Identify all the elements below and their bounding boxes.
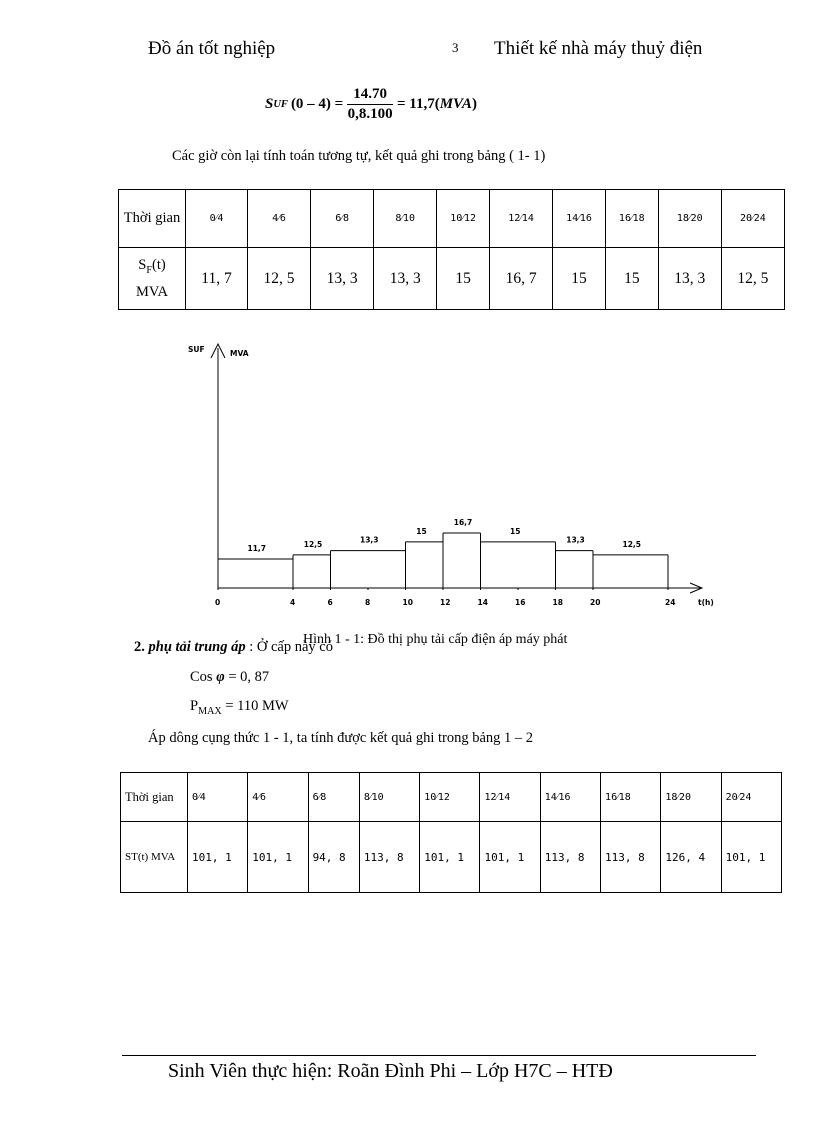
phi-symbol: φ bbox=[216, 669, 225, 685]
footer-text: Sinh Viên thực hiện: Roãn Đình Phi – Lớp H7C – HTĐ bbox=[168, 1060, 613, 1082]
table-1-period-4: 10⁄12 bbox=[437, 190, 490, 248]
table-2-value-9: 101, 1 bbox=[721, 822, 781, 893]
apply-text: Áp dông cụng thức 1 - 1, ta tính được kết quả ghi trong bảng 1 – 2 bbox=[148, 730, 534, 746]
section-2-rest: : Ở cấp này có bbox=[249, 639, 333, 655]
pmax-sub: MAX bbox=[198, 705, 222, 717]
table-1-period-5: 12⁄14 bbox=[490, 190, 553, 248]
formula-lhs-sub: UF bbox=[273, 99, 288, 110]
table-1-period-0: 0⁄4 bbox=[186, 190, 248, 248]
step-label: 11,7 bbox=[247, 544, 267, 553]
table-2-period-4: 10⁄12 bbox=[420, 773, 480, 822]
table-1-row-label-time: Thời gian bbox=[119, 190, 186, 248]
x-tick-label: 0 bbox=[215, 598, 221, 607]
table-2-period-6: 14⁄16 bbox=[540, 773, 600, 822]
step-label: 16,7 bbox=[453, 518, 473, 527]
step-label: 13,3 bbox=[566, 535, 585, 545]
table-2-period-5: 12⁄14 bbox=[480, 773, 540, 822]
table-2-value-3: 113, 8 bbox=[359, 822, 419, 893]
table-1-value-4: 15 bbox=[437, 248, 490, 310]
y-axis-unit: MVA bbox=[230, 349, 249, 358]
header-left-title: Đồ án tốt nghiệp bbox=[148, 38, 276, 59]
x-tick-label: 20 bbox=[590, 598, 601, 607]
table-2-value-1: 101, 1 bbox=[248, 822, 308, 893]
x-tick-label: 14 bbox=[477, 598, 488, 607]
x-tick-label: 4 bbox=[290, 598, 296, 607]
step-label: 12,5 bbox=[303, 539, 323, 549]
step-label: 13,3 bbox=[360, 535, 379, 545]
formula bbox=[265, 86, 477, 123]
table-1-value-8: 13, 3 bbox=[658, 248, 721, 310]
table-2-value-5: 101, 1 bbox=[480, 822, 540, 893]
table-1-value-7: 15 bbox=[605, 248, 658, 310]
table-2-period-0: 0⁄4 bbox=[188, 773, 248, 822]
table-1-period-9: 20⁄24 bbox=[721, 190, 784, 248]
table-1-period-7: 16⁄18 bbox=[605, 190, 658, 248]
intro-text: Các giờ còn lại tính toán tương tự, kết quả ghi trong bảng ( 1- 1) bbox=[172, 148, 546, 164]
pmax-value: = 110 MW bbox=[225, 698, 289, 714]
table-2-period-8: 18⁄20 bbox=[661, 773, 721, 822]
formula-rhs-close: ) bbox=[471, 96, 477, 112]
sf-label-sub: F bbox=[146, 264, 153, 276]
section-2-title: phụ tải trung áp bbox=[148, 639, 246, 655]
table-2-period-9: 20⁄24 bbox=[721, 773, 781, 822]
formula-rhs-unit: MVA bbox=[439, 96, 472, 112]
table-1-period-2: 6⁄8 bbox=[311, 190, 374, 248]
x-tick-label: 10 bbox=[402, 598, 413, 607]
table-1-row-values bbox=[119, 248, 785, 310]
header-right-title: Thiết kế nhà máy thuỷ điện bbox=[494, 38, 703, 59]
x-tick-label: 24 bbox=[665, 598, 676, 607]
step-label: 15 bbox=[416, 526, 427, 536]
sf-label-main: S bbox=[138, 256, 147, 273]
formula-rhs: = 11,7( bbox=[396, 96, 440, 112]
table-1-period-6: 14⁄16 bbox=[553, 190, 606, 248]
table-2-row-label-time: Thời gian bbox=[121, 773, 188, 822]
table-2-row-time bbox=[121, 773, 782, 822]
table-2-value-6: 113, 8 bbox=[540, 822, 600, 893]
pmax-line bbox=[190, 698, 289, 717]
x-tick-label: 8 bbox=[365, 598, 371, 607]
formula-lhs-symbol: S bbox=[265, 96, 274, 112]
step-label: 15 bbox=[510, 526, 521, 536]
section-2-heading bbox=[134, 639, 333, 656]
table-2-value-0: 101, 1 bbox=[188, 822, 248, 893]
table-2-value-4: 101, 1 bbox=[420, 822, 480, 893]
page-number: 3 bbox=[452, 40, 459, 55]
formula-fraction bbox=[347, 86, 393, 123]
table-2-value-8: 126, 4 bbox=[661, 822, 721, 893]
table-2 bbox=[120, 772, 782, 893]
formula-denominator: 0,8.100 bbox=[347, 106, 393, 122]
table-1-value-5: 16, 7 bbox=[490, 248, 553, 310]
cos-phi-line bbox=[190, 669, 269, 686]
formula-numerator: 14.70 bbox=[347, 86, 393, 105]
table-2-value-2: 94, 8 bbox=[308, 822, 359, 893]
table-1-value-0: 11, 7 bbox=[186, 248, 248, 310]
x-tick-label: 12 bbox=[440, 598, 451, 607]
load-chart bbox=[0, 330, 816, 630]
table-2-value-7: 113, 8 bbox=[601, 822, 661, 893]
table-1-value-3: 13, 3 bbox=[374, 248, 437, 310]
table-1-period-1: 4⁄6 bbox=[247, 190, 310, 248]
cos-value: = 0, 87 bbox=[228, 669, 270, 685]
sf-label-rest: (t) bbox=[152, 256, 166, 273]
table-2-period-3: 8⁄10 bbox=[359, 773, 419, 822]
sf-label-unit: MVA bbox=[136, 284, 168, 301]
cos-label: Cos bbox=[190, 669, 213, 685]
table-2-period-2: 6⁄8 bbox=[308, 773, 359, 822]
x-tick-label: 18 bbox=[552, 598, 563, 607]
y-axis-label: SUF bbox=[188, 345, 205, 354]
table-1-value-6: 15 bbox=[553, 248, 606, 310]
table-2-row-label-st: ST(t) MVA bbox=[121, 822, 188, 893]
table-1-period-3: 8⁄10 bbox=[374, 190, 437, 248]
pmax-label: P bbox=[190, 698, 199, 714]
table-2-period-7: 16⁄18 bbox=[601, 773, 661, 822]
x-axis-label: t(h) bbox=[698, 598, 714, 607]
x-tick-label: 6 bbox=[327, 598, 333, 607]
table-1-row-label-sf bbox=[119, 248, 186, 310]
table-1 bbox=[118, 189, 785, 310]
step-label: 12,5 bbox=[622, 539, 642, 549]
table-1-period-8: 18⁄20 bbox=[658, 190, 721, 248]
formula-lhs-arg: (0 – 4) = bbox=[290, 96, 344, 112]
table-1-value-1: 12, 5 bbox=[247, 248, 310, 310]
x-tick-label: 16 bbox=[515, 598, 526, 607]
table-2-row-values bbox=[121, 822, 782, 893]
section-2-number: 2. bbox=[134, 639, 145, 655]
footer-divider bbox=[122, 1055, 756, 1056]
table-1-row-time bbox=[119, 190, 785, 248]
table-1-value-9: 12, 5 bbox=[721, 248, 784, 310]
chart-caption: Hình 1 - 1: Đồ thị phụ tải cấp điện áp máy phát bbox=[303, 632, 568, 647]
table-1-value-2: 13, 3 bbox=[311, 248, 374, 310]
table-2-period-1: 4⁄6 bbox=[248, 773, 308, 822]
